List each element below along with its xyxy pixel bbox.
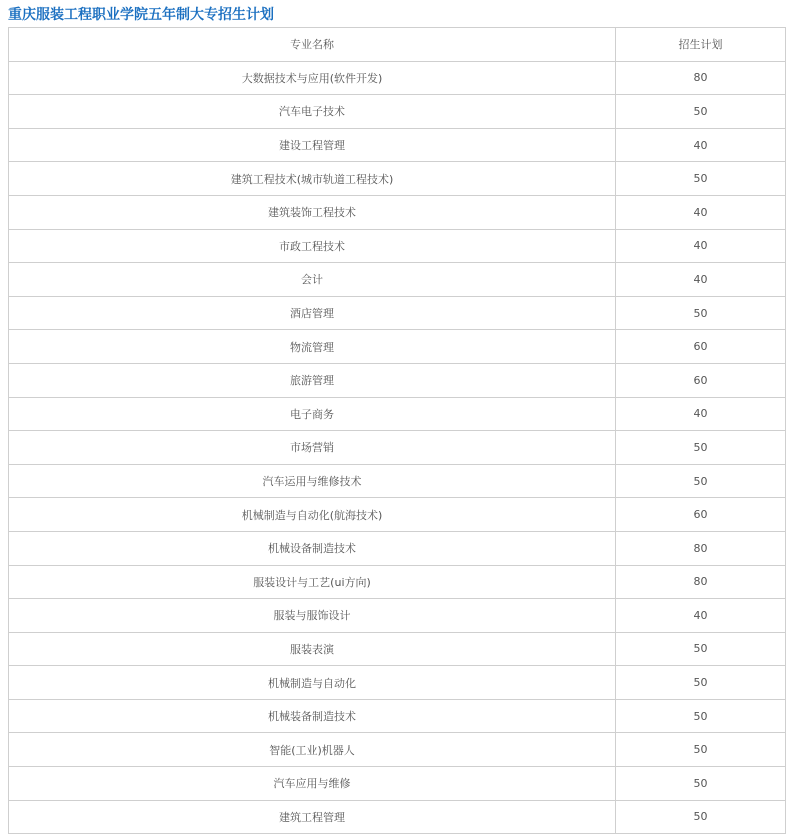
table-header-row: [9, 28, 786, 62]
plan-count-cell: 40: [616, 599, 786, 633]
plan-count-cell: 60: [616, 498, 786, 532]
table-row: [9, 363, 786, 397]
plan-count-cell: 50: [616, 767, 786, 801]
major-name-cell: 机械装备制造技术: [9, 699, 616, 733]
plan-count-cell: 50: [616, 162, 786, 196]
major-name-cell: 会计: [9, 263, 616, 297]
table-row: [9, 699, 786, 733]
table-row: [9, 498, 786, 532]
table-row: [9, 195, 786, 229]
major-name-cell: 建筑工程管理: [9, 800, 616, 834]
major-name-cell: 酒店管理: [9, 296, 616, 330]
major-name-cell: 建筑工程技术(城市轨道工程技术): [9, 162, 616, 196]
plan-count-cell: 50: [616, 666, 786, 700]
major-name-cell: 电子商务: [9, 397, 616, 431]
table-row: [9, 61, 786, 95]
plan-count-cell: 80: [616, 61, 786, 95]
major-name-cell: 机械制造与自动化: [9, 666, 616, 700]
plan-count-cell: 50: [616, 699, 786, 733]
plan-count-cell: 50: [616, 632, 786, 666]
plan-count-cell: 40: [616, 128, 786, 162]
plan-count-cell: 40: [616, 195, 786, 229]
major-name-cell: 汽车应用与维修: [9, 767, 616, 801]
table-row: [9, 733, 786, 767]
major-name-cell: 建设工程管理: [9, 128, 616, 162]
plan-count-cell: 40: [616, 397, 786, 431]
table-row: [9, 397, 786, 431]
page-title: 重庆服装工程职业学院五年制大专招生计划: [8, 7, 274, 23]
table-row: [9, 296, 786, 330]
plan-count-cell: 50: [616, 431, 786, 465]
plan-count-cell: 80: [616, 565, 786, 599]
major-name-cell: 建筑装饰工程技术: [9, 195, 616, 229]
plan-count-cell: 60: [616, 363, 786, 397]
plan-count-cell: 50: [616, 733, 786, 767]
major-name-cell: 汽车电子技术: [9, 95, 616, 129]
table-row: [9, 162, 786, 196]
plan-count-cell: 50: [616, 296, 786, 330]
plan-count-cell: 80: [616, 531, 786, 565]
major-name-cell: 服装设计与工艺(ui方向): [9, 565, 616, 599]
plan-count-cell: 40: [616, 229, 786, 263]
major-name-cell: 市场营销: [9, 431, 616, 465]
major-name-cell: 旅游管理: [9, 363, 616, 397]
table-row: [9, 767, 786, 801]
plan-count-cell: 50: [616, 800, 786, 834]
table-row: [9, 599, 786, 633]
major-name-cell: 汽车运用与维修技术: [9, 464, 616, 498]
table-body: [9, 61, 786, 834]
table-row: [9, 330, 786, 364]
major-name-cell: 机械设备制造技术: [9, 531, 616, 565]
table-row: [9, 263, 786, 297]
table-row: [9, 128, 786, 162]
table-row: [9, 431, 786, 465]
header-enrollment-plan: 招生计划: [616, 28, 786, 62]
major-name-cell: 大数据技术与应用(软件开发): [9, 61, 616, 95]
plan-count-cell: 40: [616, 263, 786, 297]
table-row: [9, 229, 786, 263]
plan-count-cell: 60: [616, 330, 786, 364]
table-row: [9, 531, 786, 565]
plan-count-cell: 50: [616, 464, 786, 498]
major-name-cell: 物流管理: [9, 330, 616, 364]
table-row: [9, 666, 786, 700]
table-row: [9, 565, 786, 599]
table-row: [9, 464, 786, 498]
major-name-cell: 智能(工业)机器人: [9, 733, 616, 767]
header-major-name: 专业名称: [9, 28, 616, 62]
major-name-cell: 机械制造与自动化(航海技术): [9, 498, 616, 532]
major-name-cell: 服装表演: [9, 632, 616, 666]
enrollment-plan-table: [8, 27, 786, 834]
table-row: [9, 95, 786, 129]
enrollment-table-container: [8, 27, 785, 834]
major-name-cell: 服装与服饰设计: [9, 599, 616, 633]
table-row: [9, 632, 786, 666]
plan-count-cell: 50: [616, 95, 786, 129]
major-name-cell: 市政工程技术: [9, 229, 616, 263]
table-row: [9, 800, 786, 834]
